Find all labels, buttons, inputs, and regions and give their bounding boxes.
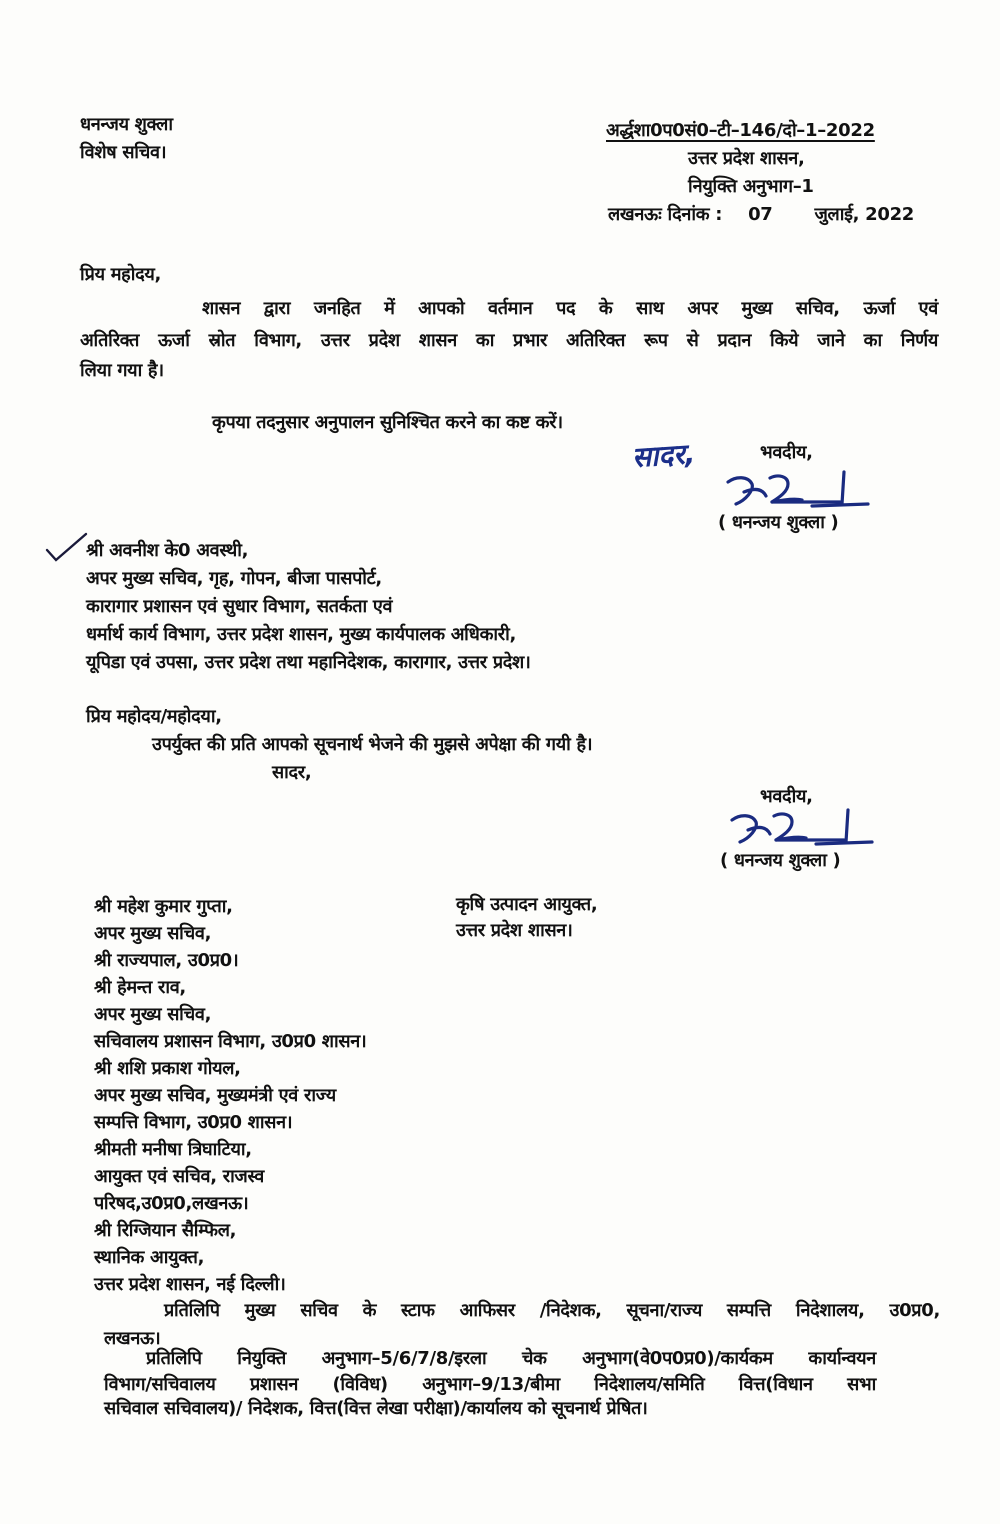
pratilipi-2-line-2: विभाग/सचिवालय प्रशासन (विविध) अनुभाग–9/13/बीमा निदेशालय/समिति वित्त(विधान सभा [104, 1374, 876, 1395]
copy-right-line-1: कृषि उत्पादन आयुक्त, [456, 894, 598, 915]
copy-left-line-3: श्री राज्यपाल, उ0प्र0। [94, 950, 239, 971]
signatory-name-1: ( धनन्जय शुक्ला ) [718, 512, 839, 533]
copy-right-line-2: उत्तर प्रदेश शासन। [456, 920, 573, 941]
pratilipi-2-line-3: सचिवाल सचिवालय)/ निदेशक, वित्त(वित्त लेखा परीक्षा)/कार्यालय को सूचनार्थ प्रेषित। [104, 1398, 648, 1419]
salutation: प्रिय महोदय, [80, 264, 162, 285]
copy-left-line-4: श्री हेमन्त राव, [94, 977, 186, 998]
sadar-2: सादर, [272, 762, 312, 783]
salutation-2: प्रिय महोदय/महोदया, [86, 706, 222, 727]
body-line-1: शासन द्वारा जनहित में आपको वर्तमान पद के साथ अपर मुख्य सचिव, ऊर्जा एवं [202, 298, 938, 319]
date-month-year: जुलाई, 2022 [814, 204, 915, 225]
check-mark-icon [44, 530, 90, 568]
recipient-line-4: धर्मार्थ कार्य विभाग, उत्तर प्रदेश शासन, मुख्य कार्यपालक अधिकारी, [86, 624, 517, 645]
pratilipi-2-line-1: प्रतिलिपि नियुक्ति अनुभाग–5/6/7/8/इरला चेक अनुभाग(वे0प0प्र0)/कार्यकम कार्यान्वयन [146, 1348, 876, 1369]
recipient-line-5: यूपिडा एवं उपसा, उत्तर प्रदेश तथा महानिदेशक, कारागार, उत्तर प्रदेश। [86, 652, 531, 673]
place-date-label: लखनऊः दिनांक : [608, 204, 723, 225]
copy-left-line-13: श्री रिग्जियान सैम्फिल, [94, 1220, 237, 1241]
sender-name: धनन्जय शुक्ला [80, 114, 173, 135]
copy-left-line-6: सचिवालय प्रशासन विभाग, उ0प्र0 शासन। [94, 1031, 367, 1052]
copy-left-line-8: अपर मुख्य सचिव, मुख्यमंत्री एवं राज्य [94, 1085, 336, 1106]
copy-left-line-5: अपर मुख्य सचिव, [94, 1004, 212, 1025]
sender-designation: विशेष सचिव। [80, 142, 167, 163]
date-day: 07 [748, 204, 773, 225]
reference-number: अर्द्धशा0प0सं0–टी–146/दो–1–2022 [606, 120, 875, 141]
copy-left-line-14: स्थानिक आयुक्त, [94, 1247, 205, 1268]
copy-left-line-11: आयुक्त एवं सचिव, राजस्व [94, 1166, 264, 1187]
copy-left-line-2: अपर मुख्य सचिव, [94, 923, 212, 944]
body-line-2: अतिरिक्त ऊर्जा स्रोत विभाग, उत्तर प्रदेश शासन का प्रभार अतिरिक्त रूप से प्रदान किये जाने का निर्णय [80, 330, 938, 351]
pratilipi-1-line-1: प्रतिलिपि मुख्य सचिव के स्टाफ आफिसर /निदेशक, सूचना/राज्य सम्पत्ति निदेशालय, उ0प्र0, [164, 1300, 940, 1321]
copy-left-line-7: श्री शशि प्रकाश गोयल, [94, 1058, 241, 1079]
closing-bhavdiya: भवदीय, [760, 442, 813, 463]
reference-government: उत्तर प्रदेश शासन, [688, 148, 805, 169]
copy-left-line-12: परिषद,उ0प्र0,लखनऊ। [94, 1193, 249, 1214]
closing-bhavdiya-2: भवदीय, [760, 786, 813, 807]
pratilipi-1-line-2: लखनऊ। [104, 1328, 161, 1349]
recipient-line-1: श्री अवनीश के0 अवस्थी, [86, 540, 249, 561]
reference-date-line [608, 202, 914, 228]
copy-left-line-1: श्री महेश कुमार गुप्ता, [94, 896, 233, 917]
request-line: कृपया तदनुसार अनुपालन सुनिश्चित करने का कष्ट करें। [212, 412, 563, 433]
copy-left-line-15: उत्तर प्रदेश शासन, नई दिल्ली। [94, 1274, 286, 1295]
handwritten-sadar: सादर, [630, 436, 697, 475]
recipient-line-3: कारागार प्रशासन एवं सुधार विभाग, सतर्कता एवं [86, 596, 393, 617]
recipient-line-2: अपर मुख्य सचिव, गृह, गोपन, बीजा पासपोर्ट, [86, 568, 382, 589]
signatory-name-2: ( धनन्जय शुक्ला ) [720, 850, 841, 871]
copy-left-line-10: श्रीमती मनीषा त्रिघाटिया, [94, 1139, 252, 1160]
copy-left-line-9: सम्पत्ति विभाग, उ0प्र0 शासन। [94, 1112, 293, 1133]
reference-section: नियुक्ति अनुभाग–1 [688, 176, 814, 197]
body-2: उपर्युक्त की प्रति आपको सूचनार्थ भेजने की मुझसे अपेक्षा की गयी है। [152, 734, 593, 755]
body-line-3: लिया गया है। [80, 360, 164, 381]
